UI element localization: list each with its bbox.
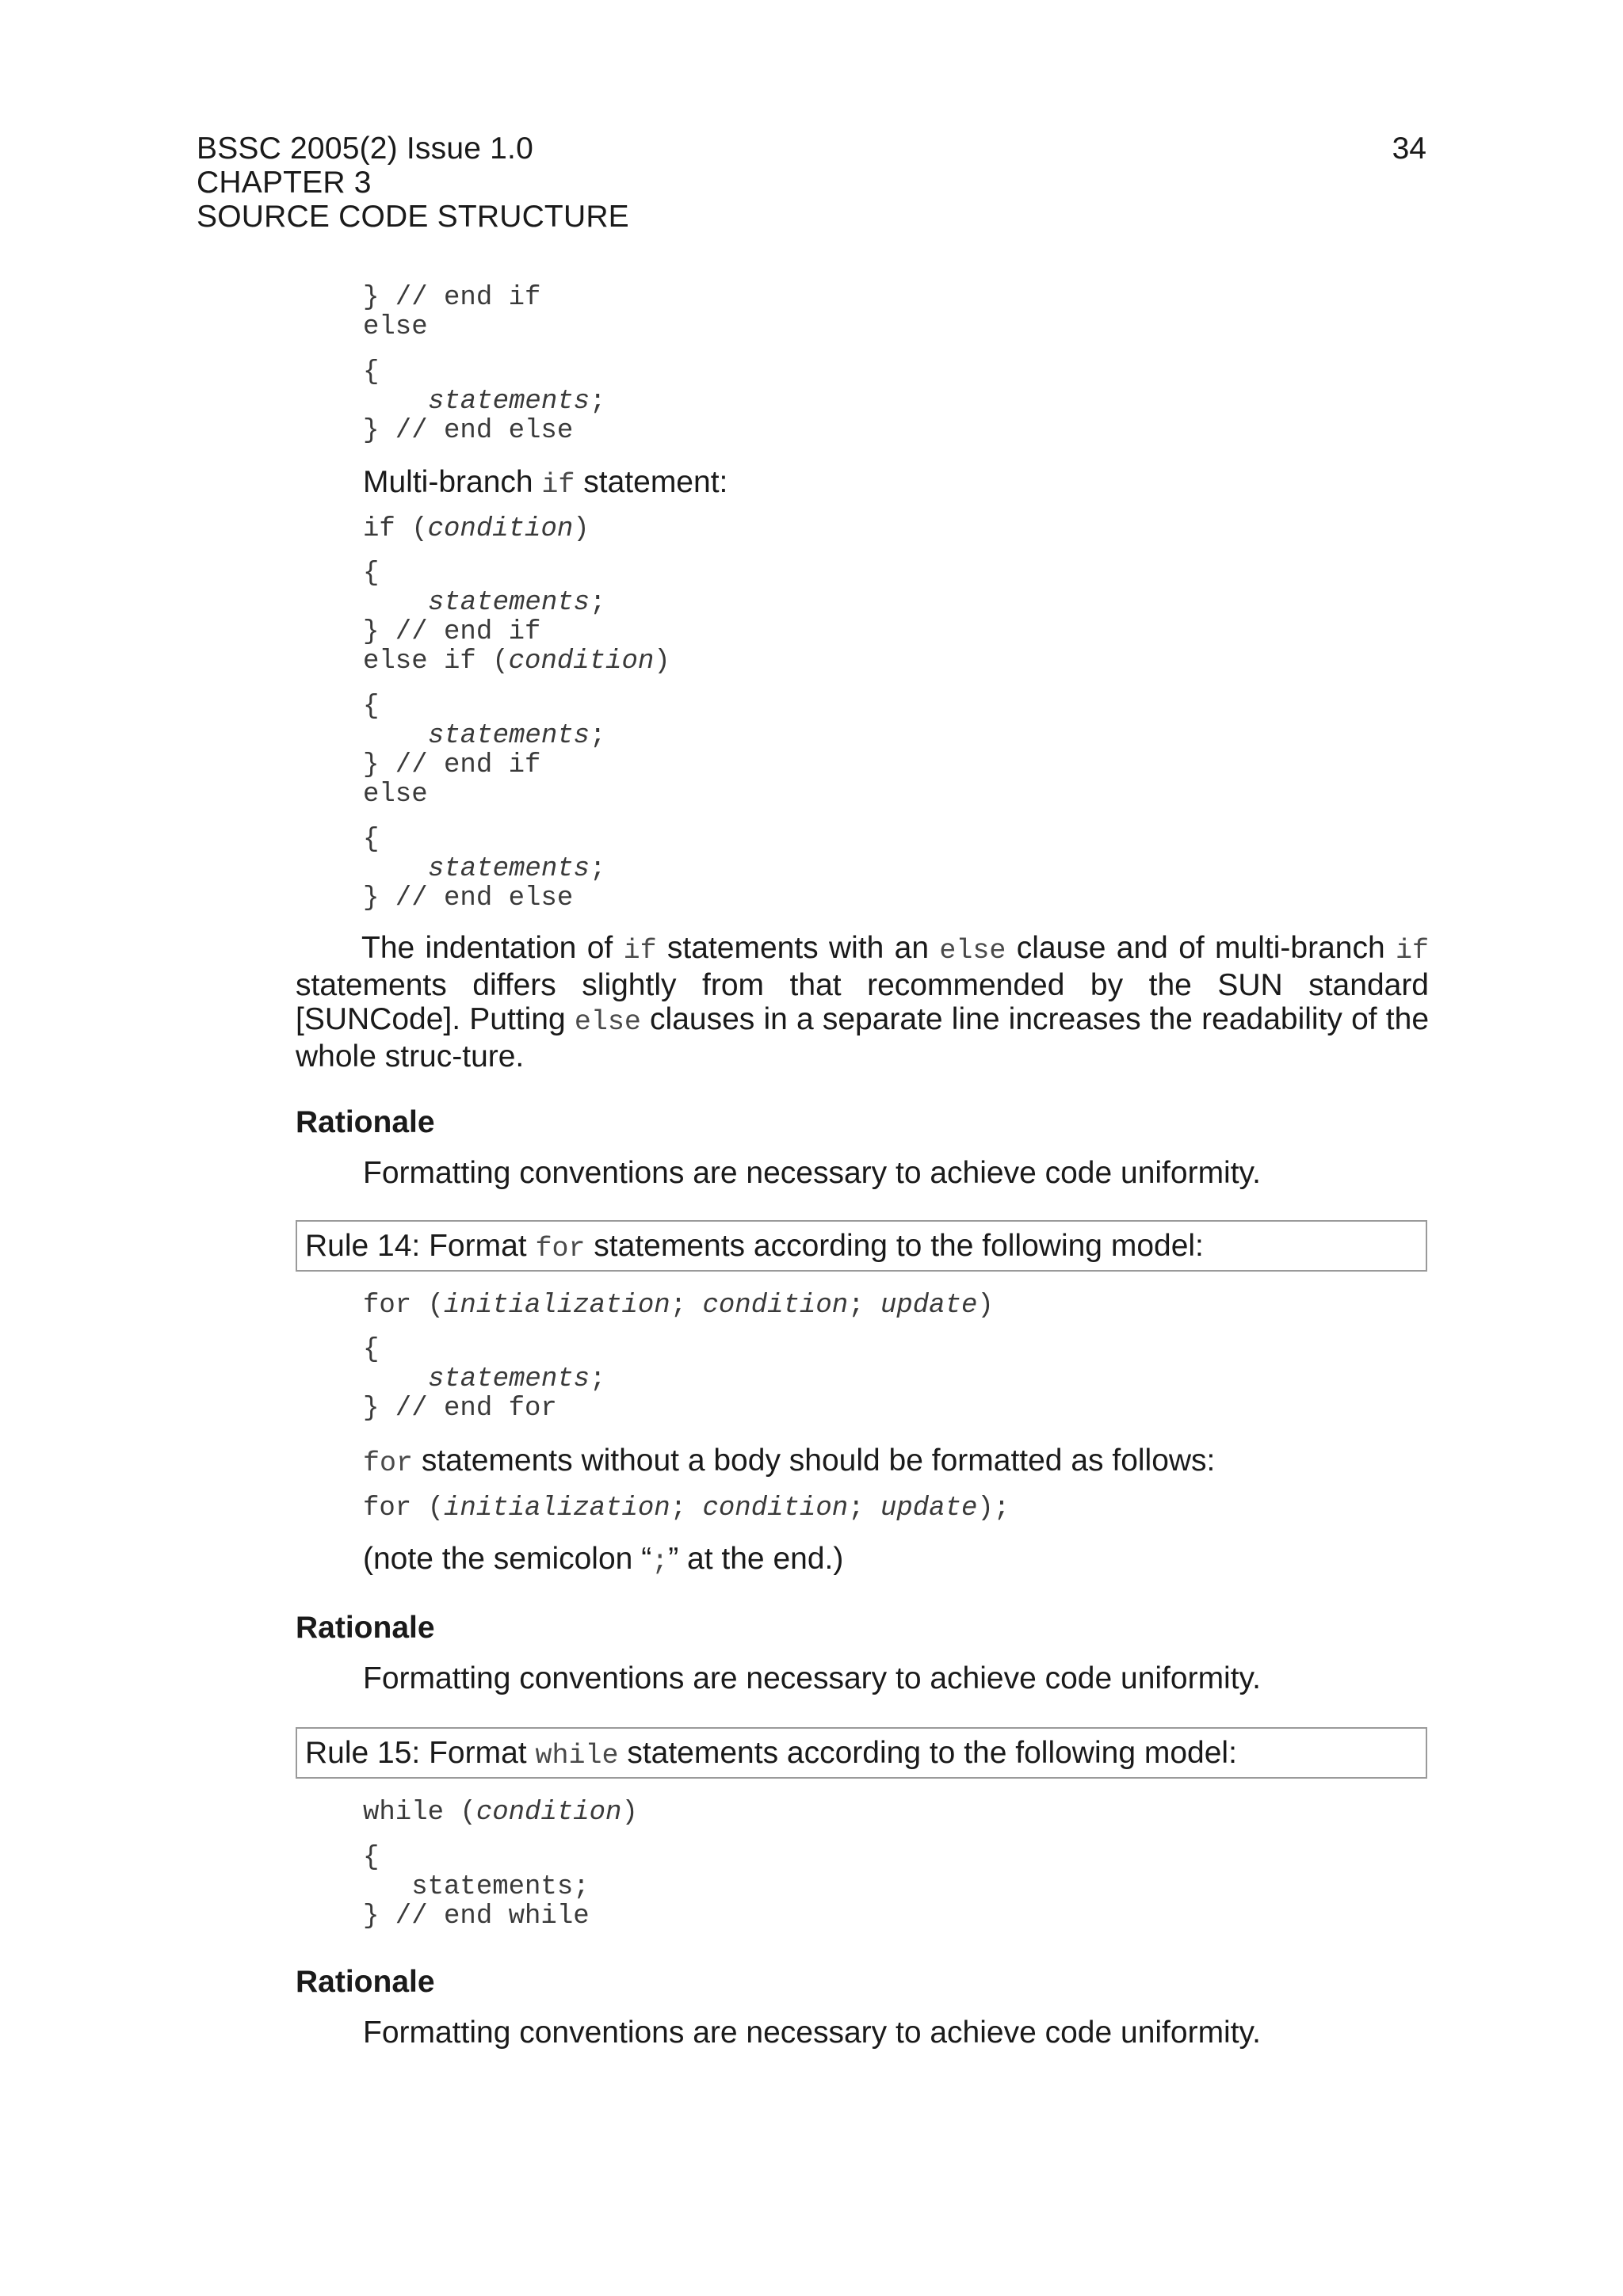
code-line-statements: statements; (363, 1872, 590, 1902)
header-section-title: SOURCE CODE STRUCTURE (197, 200, 629, 234)
code-line-end-while: } // end while (363, 1901, 590, 1932)
rationale-heading: Rationale (296, 1611, 435, 1645)
code-line-end-else: } // end else (363, 416, 574, 446)
code-line-brace-open: { (363, 1843, 380, 1873)
code-line-statements: statements; (428, 1364, 606, 1394)
code-line-end-else: } // end else (363, 883, 574, 913)
for-no-body-text: for statements without a body should be formatted as follows: (363, 1444, 1216, 1479)
rule-14-box: Rule 14: Format for statements according to the following model: (296, 1220, 1427, 1272)
header-chapter: CHAPTER 3 (197, 166, 372, 200)
rationale-text: Formatting conventions are necessary to achieve code uniformity. (363, 2016, 1261, 2050)
semicolon-note: (note the semicolon “;” at the end.) (363, 1542, 844, 1577)
indentation-paragraph: The indentation of if statements with an else clause and of multi-branch if statements differs slightly from that recommended by the SUN standard [SUNCode]. Putting else clauses in a separate line increases the readability of the whole struc-ture. (296, 931, 1430, 1074)
code-line-brace-open: { (363, 559, 380, 589)
rationale-heading: Rationale (296, 1105, 435, 1139)
code-line-brace-open: { (363, 357, 380, 387)
code-line-brace-open: { (363, 825, 380, 855)
code-line-if-condition: if (condition) (363, 514, 590, 544)
multibranch-label: Multi-branch if statement: (363, 465, 728, 501)
code-line-end-if: } // end if (363, 750, 541, 780)
code-line-else-if-condition: else if (condition) (363, 646, 670, 677)
code-line-while-condition: while (condition) (363, 1798, 638, 1828)
code-line-else: else (363, 312, 428, 342)
rule-15-box: Rule 15: Format while statements according to the following model: (296, 1727, 1427, 1779)
code-line-statements: statements; (428, 721, 606, 751)
code-line-end-if: } // end if (363, 283, 541, 313)
rationale-text: Formatting conventions are necessary to achieve code uniformity. (363, 1156, 1261, 1190)
code-line-else: else (363, 780, 428, 810)
code-line-statements: statements; (428, 387, 606, 417)
code-line-statements: statements; (428, 854, 606, 884)
code-line-end-if: } // end if (363, 617, 541, 647)
code-line-for-empty: for (initialization; condition; update); (363, 1493, 1010, 1524)
code-line-for-header: for (initialization; condition; update) (363, 1291, 994, 1321)
code-line-brace-open: { (363, 692, 380, 722)
rationale-text: Formatting conventions are necessary to achieve code uniformity. (363, 1661, 1261, 1695)
code-line-statements: statements; (428, 588, 606, 618)
header-doc-id: BSSC 2005(2) Issue 1.0 (197, 132, 533, 166)
page-number: 34 (1392, 132, 1426, 166)
rationale-heading: Rationale (296, 1965, 435, 1999)
code-line-brace-open: { (363, 1335, 380, 1365)
code-line-end-for: } // end for (363, 1394, 557, 1424)
